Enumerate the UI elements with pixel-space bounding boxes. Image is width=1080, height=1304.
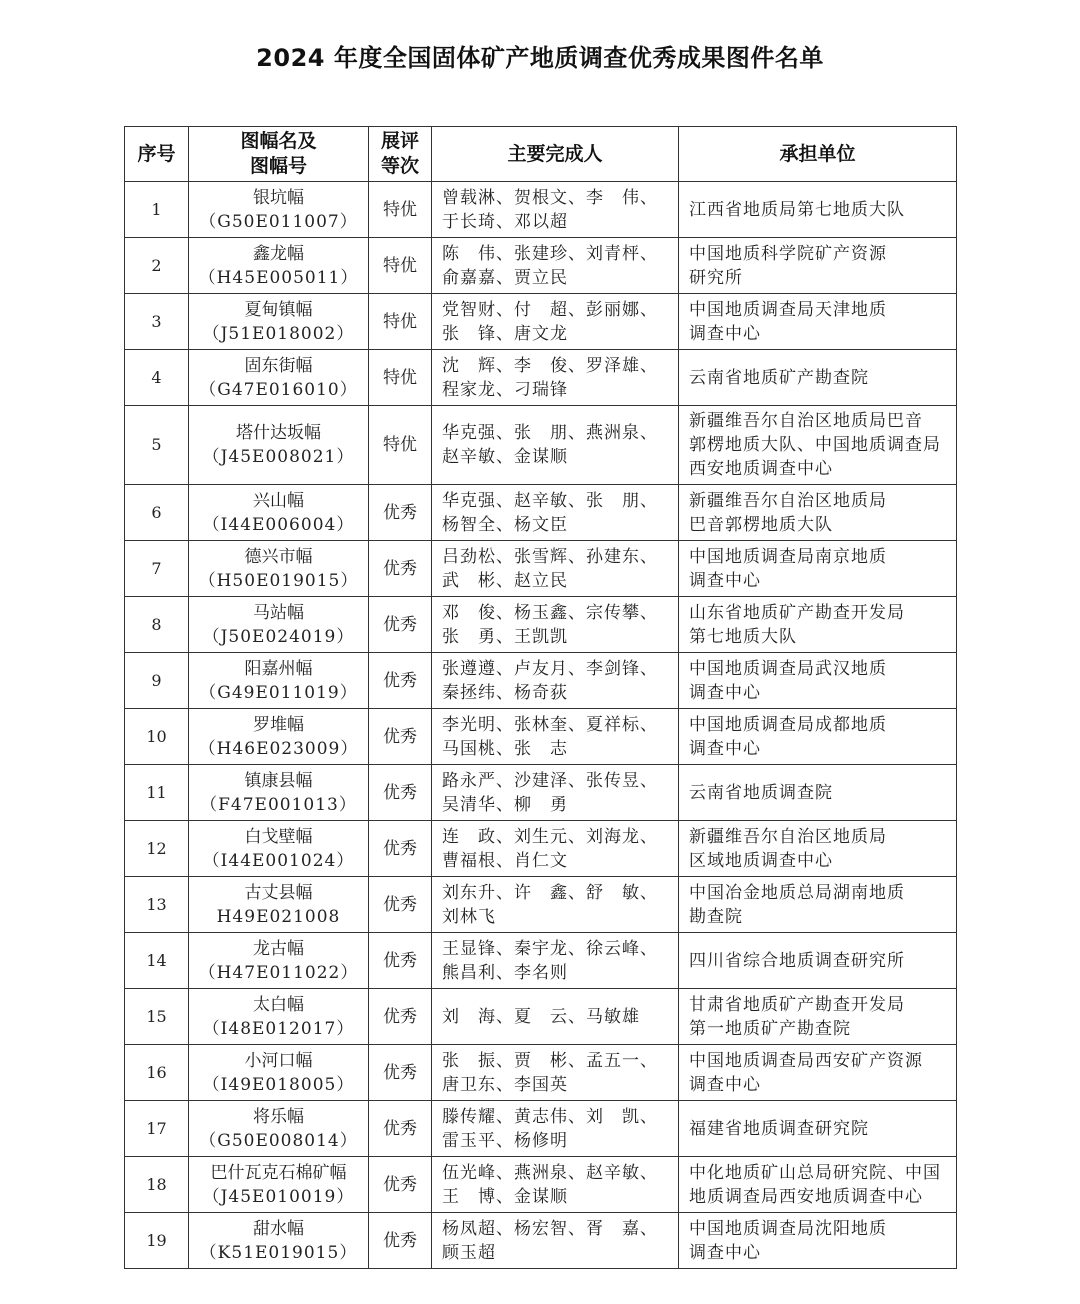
people-line-2: 武 彬、赵立民 — [442, 570, 568, 591]
sheet-code: （ K51E019015 ） — [200, 1243, 358, 1263]
sheet-name: 兴山幅 — [253, 490, 304, 511]
unit-cell — [679, 933, 957, 989]
results-table — [124, 126, 957, 1269]
sheet-cell — [189, 1157, 369, 1213]
people-line-1: 李光明、张林奎、夏祥标、 — [442, 714, 658, 735]
people-line-1: 沈 辉、李 俊、罗泽雄、 — [442, 355, 658, 376]
document-title: 2024 年度全国固体矿产地质调查优秀成果图件名单 — [256, 44, 824, 72]
people-line-2: 吴清华、柳 勇 — [442, 794, 568, 815]
people-line-2: 赵辛敏、金谋顺 — [442, 447, 568, 467]
people-cell — [432, 294, 679, 350]
unit-cell — [679, 182, 957, 238]
sheet-name: 夏甸镇幅 — [244, 299, 313, 320]
people-line-2: 刘林飞 — [442, 906, 496, 927]
table-row — [125, 294, 957, 350]
row-number: 17 — [125, 1101, 189, 1157]
grade-cell: 特优 — [369, 350, 432, 406]
grade-cell: 优秀 — [369, 541, 432, 597]
people-cell — [432, 1157, 679, 1213]
sheet-code: （ I48E012017 ） — [203, 1019, 355, 1039]
unit-cell — [679, 989, 957, 1045]
people-cell — [432, 989, 679, 1045]
unit-line-2: 第一地质矿产勘查院 — [689, 1018, 851, 1039]
sheet-name: 镇康县幅 — [244, 770, 313, 791]
grade-cell: 特优 — [369, 238, 432, 294]
table-row — [125, 1101, 957, 1157]
grade-cell: 优秀 — [369, 821, 432, 877]
unit-cell — [679, 765, 957, 821]
grade-cell: 优秀 — [369, 877, 432, 933]
grade-cell: 优秀 — [369, 653, 432, 709]
people-line-1: 路永严、沙建泽、张传昱、 — [442, 770, 658, 791]
unit-line-2: 区域地质调查中心 — [689, 850, 833, 871]
unit-cell — [679, 294, 957, 350]
grade-cell: 特优 — [369, 294, 432, 350]
sheet-code: （ I44E006004 ） — [203, 515, 355, 535]
sheet-name: 银坑幅 — [253, 187, 304, 208]
unit-line-2: 调查中心 — [689, 738, 761, 759]
sheet-cell — [189, 1101, 369, 1157]
people-line-1: 连 政、刘生元、刘海龙、 — [442, 826, 658, 847]
people-line-2: 熊昌利、李名则 — [442, 962, 568, 983]
unit-line-1: 中国地质调查局南京地质 — [689, 546, 887, 567]
sheet-code: （ G50E011007 ） — [199, 212, 358, 232]
sheet-cell — [189, 877, 369, 933]
row-number: 16 — [125, 1045, 189, 1101]
sheet-code: （ J45E010019 ） — [203, 1187, 355, 1207]
sheet-code: （ H47E011022 ） — [199, 963, 359, 983]
unit-line-2: 调查中心 — [689, 682, 761, 703]
unit-line-1: 福建省地质调查研究院 — [689, 1118, 869, 1139]
people-line-2: 马国桃、张 志 — [442, 738, 568, 759]
people-cell — [432, 485, 679, 541]
people-line-1: 张遵遵、卢友月、李剑锋、 — [442, 658, 658, 679]
sheet-name: 甜水幅 — [253, 1218, 304, 1239]
unit-line-1: 中化地质矿山总局研究院、中国 — [689, 1162, 941, 1183]
unit-line-1: 中国地质调查局成都地质 — [689, 714, 887, 735]
row-number: 1 — [125, 182, 189, 238]
table-row — [125, 821, 957, 877]
grade-cell: 优秀 — [369, 1157, 432, 1213]
header-sheet-line1: 图幅名及 — [240, 130, 317, 152]
unit-line-1: 中国地质科学院矿产资源 — [689, 243, 887, 264]
people-cell — [432, 765, 679, 821]
unit-line-2: 郭楞地质大队、中国地质调查局 — [689, 435, 941, 455]
unit-cell — [679, 350, 957, 406]
sheet-cell — [189, 709, 369, 765]
sheet-code: （ I49E018005 ） — [203, 1075, 355, 1095]
row-number: 13 — [125, 877, 189, 933]
row-number: 19 — [125, 1213, 189, 1269]
sheet-name: 鑫龙幅 — [253, 243, 304, 264]
sheet-cell — [189, 182, 369, 238]
people-cell — [432, 933, 679, 989]
unit-cell — [679, 406, 957, 485]
unit-line-2: 调查中心 — [689, 570, 761, 591]
sheet-code: （ F47E001013 ） — [200, 795, 357, 815]
sheet-cell — [189, 653, 369, 709]
row-number: 7 — [125, 541, 189, 597]
people-line-2: 张 勇、王凯凯 — [442, 626, 568, 647]
unit-line-2: 地质调查局西安地质调查中心 — [689, 1186, 923, 1207]
row-number: 11 — [125, 765, 189, 821]
unit-line-1: 新疆维吾尔自治区地质局巴音 — [689, 411, 923, 431]
grade-cell: 优秀 — [369, 1101, 432, 1157]
people-cell — [432, 350, 679, 406]
table-header-row — [125, 127, 957, 182]
sheet-name: 德兴市幅 — [244, 546, 313, 567]
sheet-name: 太白幅 — [253, 994, 304, 1015]
people-line-1: 张 振、贾 彬、孟五一、 — [442, 1050, 658, 1071]
row-number: 3 — [125, 294, 189, 350]
sheet-cell — [189, 1213, 369, 1269]
unit-cell — [679, 485, 957, 541]
row-number: 5 — [125, 406, 189, 485]
people-line-1: 邓 俊、杨玉鑫、宗传攀、 — [442, 602, 658, 623]
table-row — [125, 597, 957, 653]
people-line-2: 杨智全、杨文臣 — [442, 514, 568, 535]
unit-line-1: 四川省综合地质调查研究所 — [689, 950, 905, 971]
people-line-2: 曹福根、肖仁文 — [442, 850, 568, 871]
sheet-code: （ J50E024019 ） — [203, 627, 355, 647]
people-line-1: 党智财、付 超、彭丽娜、 — [442, 299, 658, 320]
sheet-name: 白戈壁幅 — [244, 826, 313, 847]
table-row — [125, 765, 957, 821]
people-line-1: 陈 伟、张建珍、刘青枰、 — [442, 243, 658, 264]
unit-line-1: 新疆维吾尔自治区地质局 — [689, 490, 887, 511]
header-sheet-line2: 图幅号 — [249, 155, 307, 177]
unit-line-1: 中国地质调查局武汉地质 — [689, 658, 887, 679]
people-line-1: 杨凤超、杨宏智、胥 嘉、 — [442, 1218, 658, 1239]
sheet-code: （ H46E023009 ） — [199, 739, 359, 759]
unit-cell — [679, 1157, 957, 1213]
people-line-2: 俞嘉嘉、贾立民 — [442, 267, 568, 288]
people-line-2: 于长琦、邓以超 — [442, 211, 568, 232]
table-row — [125, 709, 957, 765]
table-row — [125, 1157, 957, 1213]
people-line-2: 秦拯纬、杨奇荻 — [442, 682, 568, 703]
unit-line-2: 研究所 — [689, 267, 743, 288]
row-number: 18 — [125, 1157, 189, 1213]
table-row — [125, 485, 957, 541]
sheet-code: （ G50E008014 ） — [199, 1131, 358, 1151]
people-line-1: 滕传耀、黄志伟、刘 凯、 — [442, 1106, 658, 1127]
people-line-2: 张 锋、唐文龙 — [442, 323, 568, 344]
header-unit: 承担单位 — [679, 127, 957, 182]
people-cell — [432, 877, 679, 933]
sheet-cell — [189, 541, 369, 597]
grade-cell: 特优 — [369, 406, 432, 485]
sheet-name: 罗堆幅 — [253, 714, 304, 735]
grade-cell: 优秀 — [369, 1213, 432, 1269]
people-line-1: 王显锋、秦宇龙、徐云峰、 — [442, 938, 658, 959]
unit-cell — [679, 1101, 957, 1157]
sheet-code: （ H45E005011 ） — [199, 268, 359, 288]
unit-cell — [679, 238, 957, 294]
people-line-1: 华克强、赵辛敏、张 朋、 — [442, 490, 658, 511]
people-cell — [432, 182, 679, 238]
sheet-cell — [189, 989, 369, 1045]
sheet-code: （ J45E008021 ） — [203, 447, 355, 467]
people-cell — [432, 653, 679, 709]
grade-cell: 优秀 — [369, 597, 432, 653]
sheet-cell — [189, 294, 369, 350]
people-line-1: 伍光峰、燕洲泉、赵辛敏、 — [442, 1162, 658, 1183]
grade-cell: 优秀 — [369, 933, 432, 989]
sheet-cell — [189, 485, 369, 541]
table-row — [125, 989, 957, 1045]
unit-line-1: 中国地质调查局沈阳地质 — [689, 1218, 887, 1239]
people-line-1: 华克强、张 朋、燕洲泉、 — [442, 423, 658, 443]
unit-line-1: 中国地质调查局天津地质 — [689, 299, 887, 320]
sheet-cell — [189, 821, 369, 877]
sheet-name: 古丈县幅 — [244, 882, 313, 903]
unit-line-1: 甘肃省地质矿产勘查开发局 — [689, 994, 905, 1015]
header-grade — [369, 127, 432, 182]
unit-line-2: 第七地质大队 — [689, 626, 797, 647]
sheet-cell — [189, 933, 369, 989]
unit-cell — [679, 653, 957, 709]
sheet-cell — [189, 765, 369, 821]
people-line-1: 刘 海、夏 云、马敏雄 — [442, 1006, 640, 1027]
sheet-cell — [189, 238, 369, 294]
row-number: 8 — [125, 597, 189, 653]
people-line-1: 刘东升、许 鑫、舒 敏、 — [442, 882, 658, 903]
grade-cell: 特优 — [369, 182, 432, 238]
unit-line-2: 勘查院 — [689, 906, 743, 927]
unit-line-1: 山东省地质矿产勘查开发局 — [689, 602, 905, 623]
unit-line-2: 调查中心 — [689, 323, 761, 344]
header-grade-line2: 等次 — [380, 155, 419, 177]
row-number: 14 — [125, 933, 189, 989]
sheet-cell — [189, 1045, 369, 1101]
people-line-1: 吕劲松、张雪辉、孙建东、 — [442, 546, 658, 567]
grade-cell: 优秀 — [369, 485, 432, 541]
unit-line-1: 新疆维吾尔自治区地质局 — [689, 826, 887, 847]
people-cell — [432, 1101, 679, 1157]
people-line-2: 程家龙、刁瑞锋 — [442, 379, 568, 400]
unit-line-1: 云南省地质调查院 — [689, 782, 833, 803]
table-row — [125, 877, 957, 933]
grade-cell: 优秀 — [369, 709, 432, 765]
row-number: 6 — [125, 485, 189, 541]
grade-cell: 优秀 — [369, 765, 432, 821]
people-line-2: 王 博、金谋顺 — [442, 1186, 568, 1207]
sheet-name: 巴什瓦克石棉矿幅 — [210, 1162, 347, 1183]
people-cell — [432, 541, 679, 597]
unit-line-3: 西安地质调查中心 — [689, 459, 833, 479]
row-number: 4 — [125, 350, 189, 406]
table-row — [125, 182, 957, 238]
people-line-2: 唐卫东、李国英 — [442, 1074, 568, 1095]
people-cell — [432, 238, 679, 294]
table-row — [125, 653, 957, 709]
unit-line-2: 调查中心 — [689, 1074, 761, 1095]
unit-line-1: 中国地质调查局西安矿产资源 — [689, 1050, 923, 1071]
grade-cell: 优秀 — [369, 989, 432, 1045]
grade-cell: 优秀 — [369, 1045, 432, 1101]
table-row — [125, 1045, 957, 1101]
table-row — [125, 541, 957, 597]
sheet-code: （ H50E019015 ） — [199, 571, 359, 591]
sheet-name: 阳嘉州幅 — [244, 658, 313, 679]
people-cell — [432, 821, 679, 877]
header-no: 序号 — [125, 127, 189, 182]
sheet-code: H49E021008 — [216, 906, 341, 927]
sheet-cell — [189, 406, 369, 485]
row-number: 9 — [125, 653, 189, 709]
unit-line-1: 中国冶金地质总局湖南地质 — [689, 882, 905, 903]
sheet-code: （ I44E001024 ） — [203, 851, 355, 871]
row-number: 12 — [125, 821, 189, 877]
people-cell — [432, 709, 679, 765]
people-cell — [432, 1045, 679, 1101]
header-grade-line1: 展评 — [380, 130, 419, 152]
table-row — [125, 238, 957, 294]
sheet-name: 将乐幅 — [253, 1106, 304, 1127]
sheet-name: 固东街幅 — [244, 355, 313, 376]
sheet-name: 小河口幅 — [244, 1050, 313, 1071]
unit-cell — [679, 821, 957, 877]
sheet-name: 马站幅 — [253, 602, 304, 623]
unit-line-2: 巴音郭楞地质大队 — [689, 514, 833, 535]
row-number: 2 — [125, 238, 189, 294]
sheet-code: （ J51E018002 ） — [203, 324, 355, 344]
row-number: 10 — [125, 709, 189, 765]
header-sheet — [189, 127, 369, 182]
sheet-cell — [189, 350, 369, 406]
unit-line-1: 云南省地质矿产勘查院 — [689, 367, 869, 388]
unit-cell — [679, 1213, 957, 1269]
sheet-code: （ G49E011019 ） — [199, 683, 358, 703]
sheet-name: 龙古幅 — [253, 938, 304, 959]
header-people: 主要完成人 — [432, 127, 679, 182]
people-cell — [432, 406, 679, 485]
unit-cell — [679, 877, 957, 933]
table-row — [125, 350, 957, 406]
unit-cell — [679, 1045, 957, 1101]
unit-cell — [679, 709, 957, 765]
people-cell — [432, 1213, 679, 1269]
sheet-code: （ G47E016010 ） — [199, 380, 358, 400]
people-cell — [432, 597, 679, 653]
people-line-1: 曾载淋、贺根文、李 伟、 — [442, 187, 658, 208]
row-number: 15 — [125, 989, 189, 1045]
sheet-name: 塔什达坂幅 — [236, 423, 321, 443]
people-line-2: 雷玉平、杨修明 — [442, 1130, 568, 1151]
people-line-2: 顾玉超 — [442, 1242, 496, 1263]
unit-cell — [679, 541, 957, 597]
unit-line-1: 江西省地质局第七地质大队 — [689, 199, 905, 220]
table-row — [125, 933, 957, 989]
unit-line-2: 调查中心 — [689, 1242, 761, 1263]
table-row — [125, 1213, 957, 1269]
table-row — [125, 406, 957, 485]
unit-cell — [679, 597, 957, 653]
sheet-cell — [189, 597, 369, 653]
